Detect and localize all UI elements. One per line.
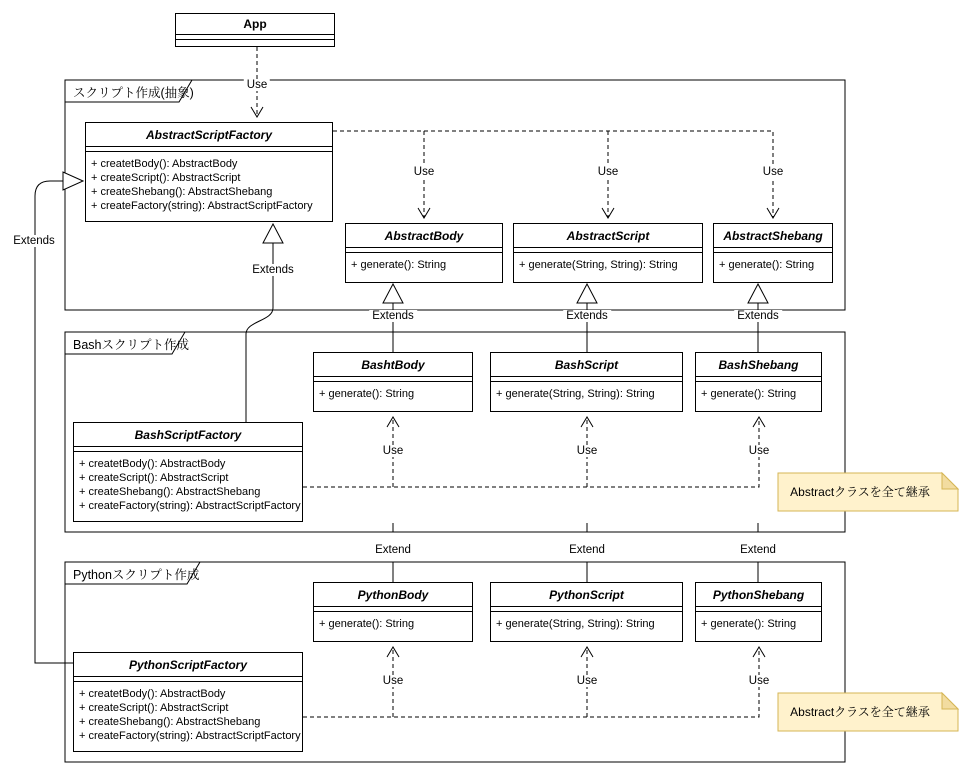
method: + generate(): String	[351, 259, 447, 271]
class-name: BashtBody	[314, 353, 472, 377]
method: + generate(): String	[319, 388, 415, 400]
extends-label: Extends	[369, 310, 417, 322]
use-label: Use	[244, 79, 270, 91]
note-bash-inherit-text: Abstractクラスを全て継承	[790, 485, 930, 499]
class-name: PythonShebang	[696, 583, 821, 607]
package-python-label[interactable]: Pythonスクリプト作成	[73, 568, 200, 582]
methods-compartment	[514, 253, 702, 277]
class-name: AbstractShebang	[714, 224, 832, 248]
class-basht-body[interactable]	[313, 352, 473, 412]
methods-compartment	[74, 452, 302, 518]
class-name: AbstractScript	[514, 224, 702, 248]
method: + createFactory(string): AbstractScriptFactory	[79, 730, 301, 742]
method: + createShebang(): AbstractShebang	[79, 716, 261, 728]
class-python-script-factory[interactable]	[73, 652, 303, 752]
methods-compartment	[491, 382, 682, 406]
method: + createShebang(): AbstractShebang	[79, 486, 261, 498]
extends-label: Extends	[563, 310, 611, 322]
method: + createFactory(string): AbstractScriptFactory	[91, 200, 313, 212]
method: + generate(): String	[319, 618, 415, 630]
package-abstract-label[interactable]: スクリプト作成(抽象)	[73, 86, 194, 100]
factory-use-products-connector	[333, 131, 779, 218]
class-abstract-script-factory[interactable]	[85, 122, 333, 222]
note-python-inherit-text: Abstractクラスを全て継承	[790, 705, 930, 719]
method: + createScript(): AbstractScript	[79, 702, 229, 714]
methods-compartment	[696, 382, 821, 406]
method: + generate(): String	[701, 388, 797, 400]
method: + createtBody(): AbstractBody	[79, 688, 226, 700]
use-label: Use	[411, 166, 437, 178]
method: + createScript(): AbstractScript	[79, 472, 229, 484]
method: + createtBody(): AbstractBody	[79, 458, 226, 470]
method: + createtBody(): AbstractBody	[91, 158, 238, 170]
method: + generate(String, String): String	[496, 618, 655, 630]
use-label: Use	[595, 166, 621, 178]
extends-label: Extends	[249, 264, 297, 276]
use-label: Use	[380, 445, 406, 457]
class-name: PythonScript	[491, 583, 682, 607]
package-bash-label[interactable]: Bashスクリプト作成	[73, 338, 189, 352]
class-python-body[interactable]	[313, 582, 473, 642]
class-bash-script-factory[interactable]	[73, 422, 303, 522]
use-label: Use	[760, 166, 786, 178]
class-app[interactable]	[175, 13, 335, 47]
class-abstract-script[interactable]	[513, 223, 703, 283]
class-name: BashScript	[491, 353, 682, 377]
class-name: AbstractBody	[346, 224, 502, 248]
extend-label: Extend	[737, 544, 779, 556]
class-python-script[interactable]	[490, 582, 683, 642]
method: + createFactory(string): AbstractScriptFactory	[79, 500, 301, 512]
extends-label: Extends	[10, 235, 58, 247]
methods-compartment	[314, 612, 472, 636]
methods-compartment	[696, 612, 821, 636]
method: + generate(String, String): String	[519, 259, 678, 271]
class-bash-script[interactable]	[490, 352, 683, 412]
use-label: Use	[380, 675, 406, 687]
methods-compartment	[86, 152, 332, 218]
python-factory-use-connector	[303, 647, 765, 717]
extend-label: Extend	[566, 544, 608, 556]
extends-label: Extends	[734, 310, 782, 322]
use-label: Use	[574, 675, 600, 687]
method: + generate(): String	[719, 259, 815, 271]
methods-compartment	[491, 612, 682, 636]
class-name: AbstractScriptFactory	[86, 123, 332, 147]
class-name: BashShebang	[696, 353, 821, 377]
method: + createScript(): AbstractScript	[91, 172, 241, 184]
extend-label: Extend	[372, 544, 414, 556]
attributes-compartment	[176, 35, 334, 40]
class-name: BashScriptFactory	[74, 423, 302, 447]
use-label: Use	[746, 445, 772, 457]
bash-factory-extends-connector	[246, 224, 283, 422]
methods-compartment	[714, 253, 832, 277]
method: + generate(String, String): String	[496, 388, 655, 400]
class-abstract-body[interactable]	[345, 223, 503, 283]
method: + generate(): String	[701, 618, 797, 630]
methods-compartment	[74, 682, 302, 748]
class-name: PythonScriptFactory	[74, 653, 302, 677]
class-name: PythonBody	[314, 583, 472, 607]
methods-compartment	[346, 253, 502, 277]
method: + createShebang(): AbstractShebang	[91, 186, 273, 198]
use-label: Use	[746, 675, 772, 687]
use-label: Use	[574, 445, 600, 457]
bash-factory-use-connector	[303, 417, 765, 487]
class-bash-shebang[interactable]	[695, 352, 822, 412]
class-name: App	[176, 14, 334, 35]
class-abstract-shebang[interactable]	[713, 223, 833, 283]
methods-compartment	[314, 382, 472, 406]
class-python-shebang[interactable]	[695, 582, 822, 642]
